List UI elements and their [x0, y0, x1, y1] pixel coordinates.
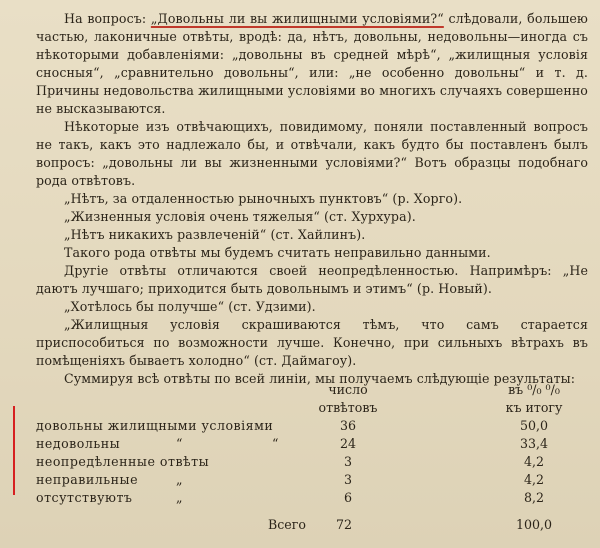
table-row — [36, 471, 588, 489]
table-row — [36, 417, 588, 435]
row-pct: 33,4 — [519, 436, 549, 451]
row-pct: 50,0 — [519, 418, 549, 433]
quote-2: „Жизненныя условія очень тяжелыя“ (ст. Хурхура). — [64, 209, 416, 224]
total-row — [36, 516, 588, 534]
count-header-line-2: отвѣтовъ — [318, 400, 378, 415]
body-text — [36, 10, 588, 388]
table-row — [36, 435, 588, 453]
paragraph-1-start: На вопросъ: — [64, 11, 151, 26]
row-count: 24 — [339, 436, 357, 451]
ditto-mark: “ — [176, 436, 183, 451]
row-count: 36 — [339, 418, 357, 433]
underlined-question: „Довольны ли вы жилищными условіями?“ — [150, 11, 444, 26]
margin-highlight-bar — [13, 406, 15, 495]
row-count: 6 — [343, 490, 352, 505]
total-pct: 100,0 — [515, 517, 553, 532]
row-count: 3 — [343, 472, 352, 487]
table-row — [36, 453, 588, 471]
ditto-mark: „ — [176, 472, 183, 487]
ditto-mark: „ — [176, 490, 183, 505]
total-count: 72 — [336, 517, 353, 532]
paragraph-5: „Жилищныя условія скрашиваются тѣмъ, что самъ старается приспособиться по возможности лучше. Конечно, при сильныхъ вѣтрахъ въ помѣщеніяхъ бываетъ холодно“ (ст. Даймагоу). — [36, 317, 588, 368]
count-header-line-1: число — [328, 382, 368, 397]
paragraph-2: Нѣкоторые изъ отвѣчающихъ, повидимому, поняли поставленный вопросъ не такъ, какъ это надлежало бы, и отвѣчали, какъ будто бы поставленъ былъ вопросъ: „довольны ли вы жизненными условіями?“ Вотъ образцы подобнаго рода отвѣтовъ. — [36, 119, 588, 188]
quote-1: „Нѣтъ, за отдаленностью рыночныхъ пунктовъ“ (р. Хорго). — [64, 191, 463, 206]
paragraph-3: Такого рода отвѣты мы будемъ считать неправильно данными. — [64, 245, 491, 260]
pct-header-line-1: въ ⁰/₀ ⁰/₀ — [508, 382, 560, 397]
pct-header-line-2: къ итогу — [505, 400, 563, 415]
paragraph-4: Другіе отвѣты отличаются своей неопредѣленностью. Напримѣръ: „Не даютъ лучшаго; приходится быть довольнымъ и этимъ“ (р. Новый). — [36, 263, 588, 296]
row-label: довольны жилищными условіями — [36, 418, 274, 433]
row-pct: 4,2 — [523, 472, 545, 487]
quote-3: „Нѣтъ никакихъ развлеченій“ (ст. Хайлинъ). — [64, 227, 366, 242]
row-label: неправильные — [36, 472, 139, 487]
row-pct: 8,2 — [523, 490, 545, 505]
table-row — [36, 489, 588, 507]
row-label: недовольны — [36, 436, 121, 451]
paragraph-1 — [36, 10, 588, 118]
ditto-mark: “ — [272, 436, 279, 451]
quote-4: „Хотѣлось бы получше“ (ст. Удзими). — [64, 299, 316, 314]
row-count: 3 — [343, 454, 352, 469]
total-label: Всего — [268, 517, 306, 532]
paragraph-1-rest: слѣдовали, большею частью, лаконичные отвѣты, вродѣ: да, нѣтъ, довольны, недовольны—иногда съ нѣкоторыми добавленіями: „довольны въ средней мѣрѣ“, „жилищныя условія сносныя“, „сравнительно довольны“, или: „не особенно довольны“ и т. д. Причины недовольства жилищными условіями во многихъ случаяхъ совершенно не высказываются. — [36, 11, 588, 116]
row-pct: 4,2 — [523, 454, 545, 469]
pct-header — [494, 381, 574, 417]
row-label: неопредѣленные отвѣты — [36, 454, 210, 469]
count-header — [318, 381, 378, 417]
paragraph-6: Суммируя всѣ отвѣты по всей линіи, мы получаемъ слѣдующіе результаты: — [64, 371, 576, 386]
row-label: отсутствуютъ — [36, 490, 133, 505]
